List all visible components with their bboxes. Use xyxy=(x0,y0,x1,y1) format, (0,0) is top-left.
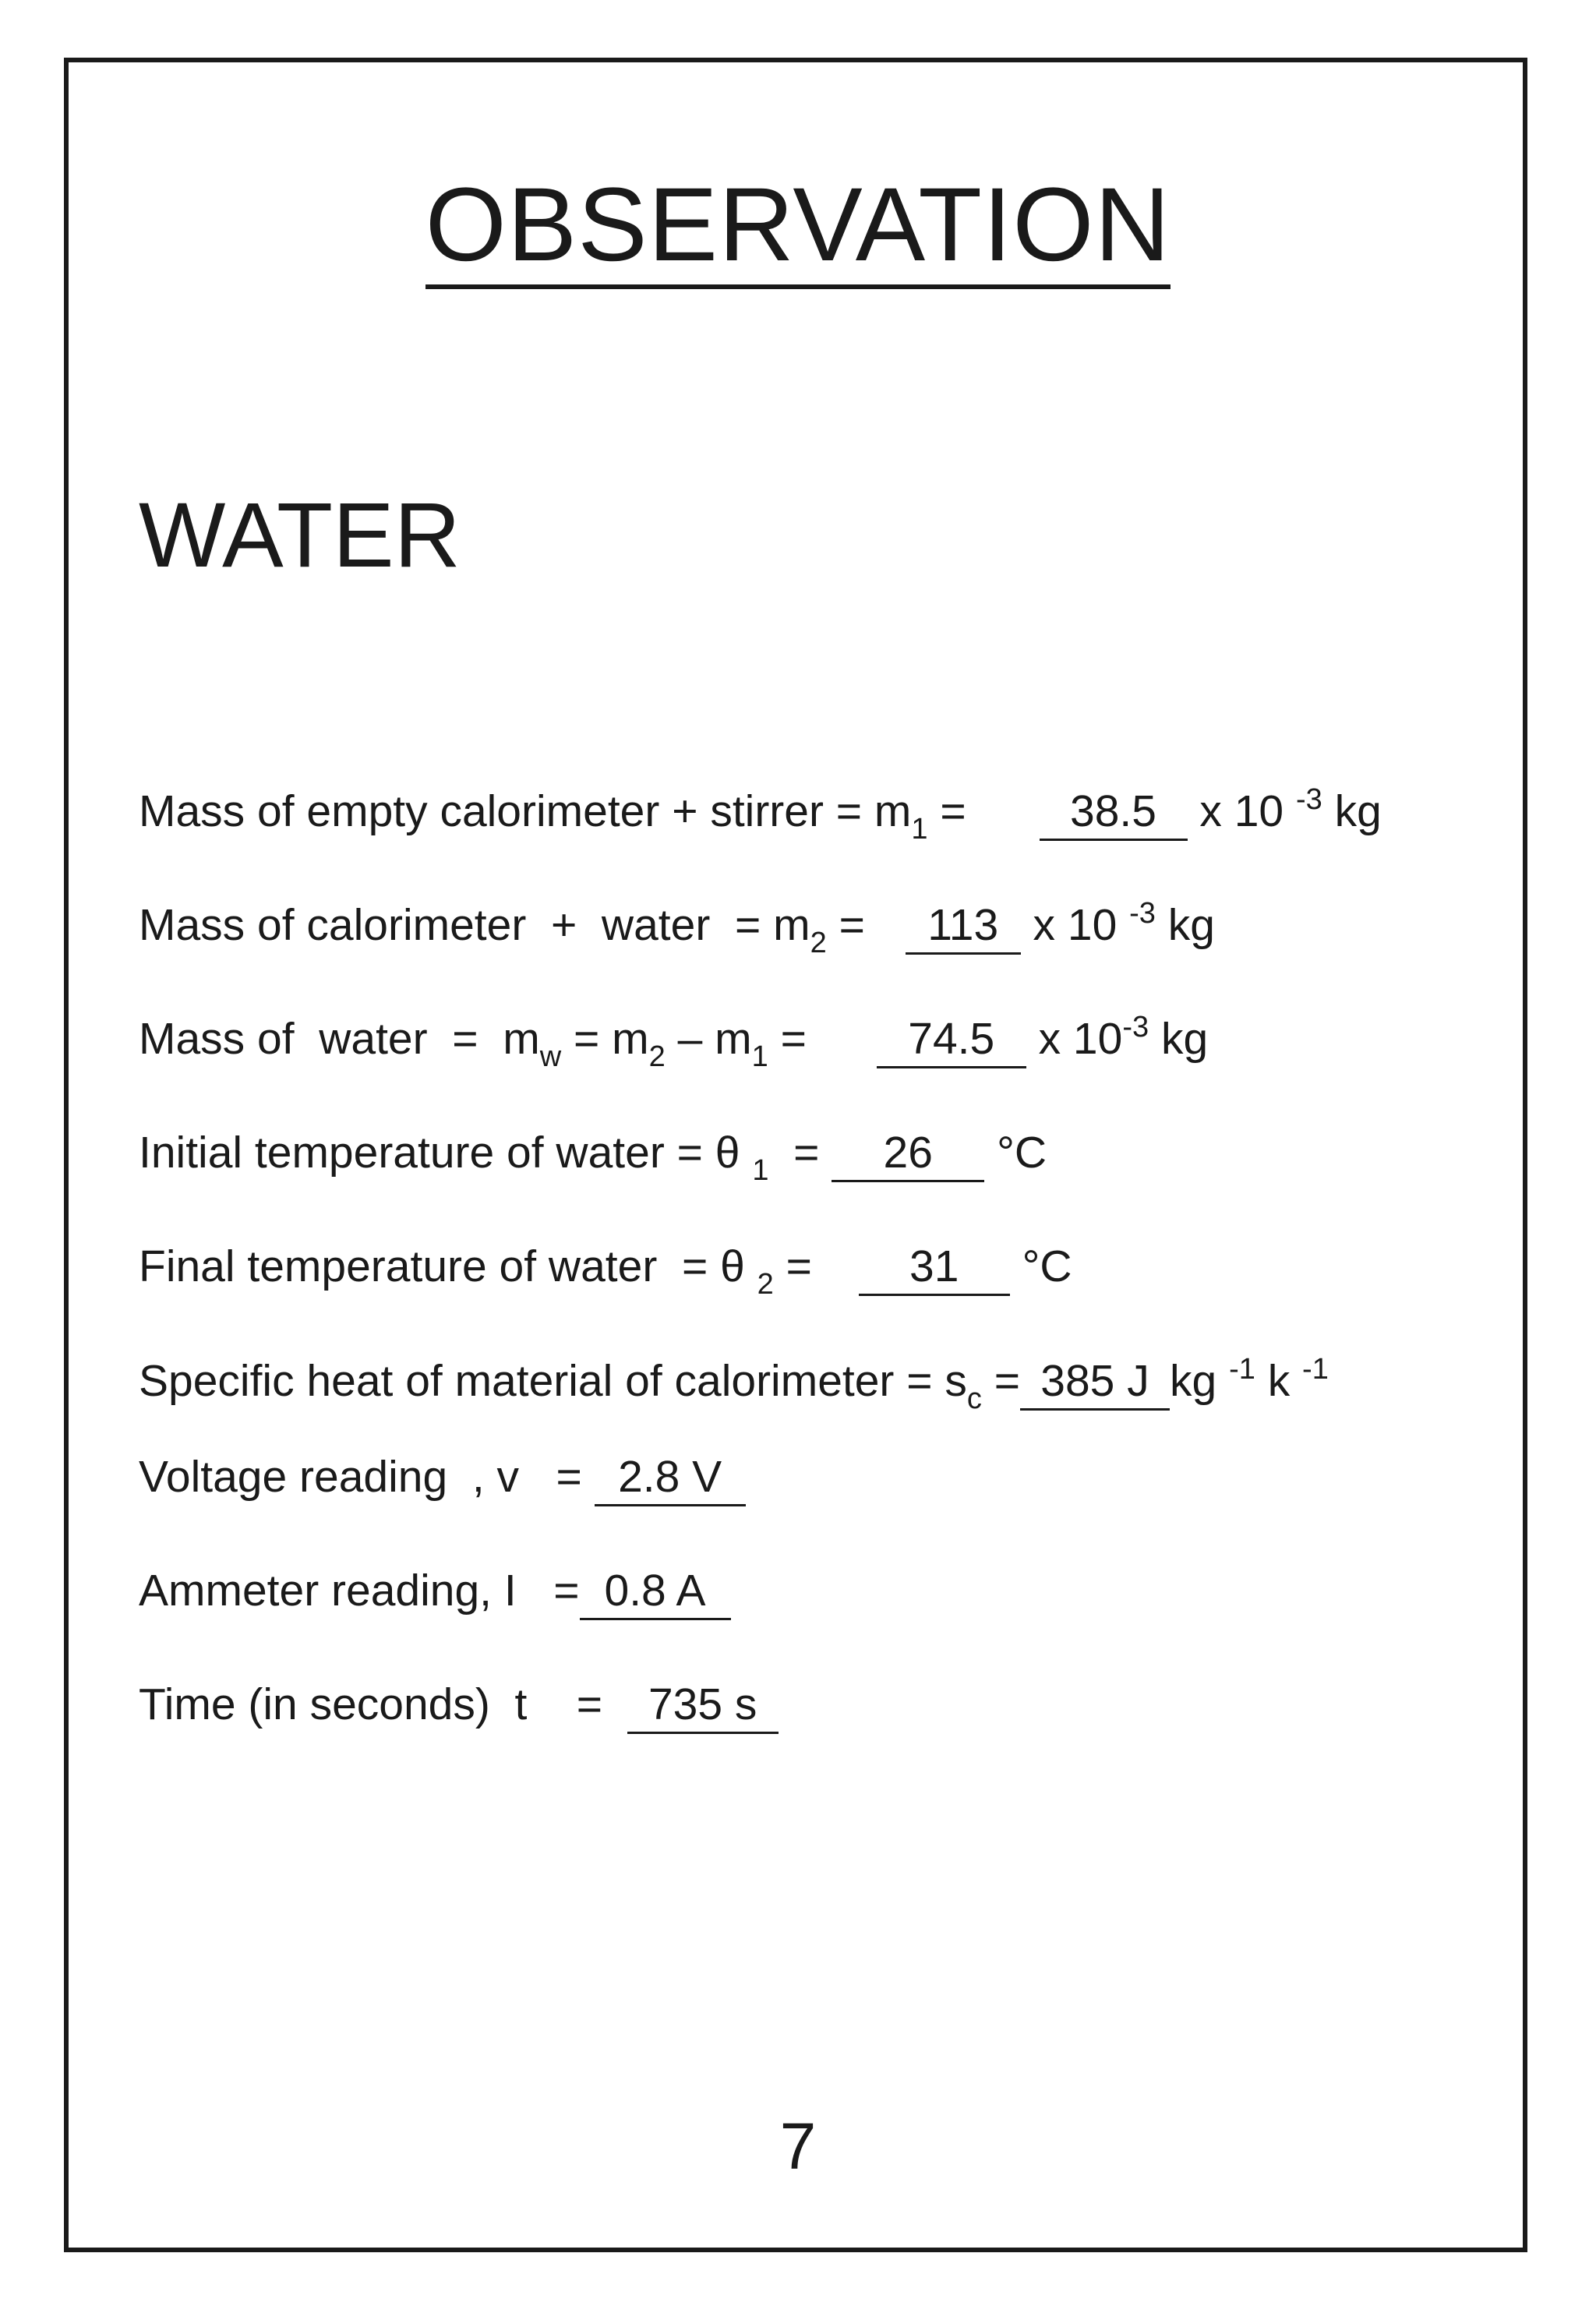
equation-part: = m xyxy=(561,1014,649,1064)
value-theta1: 26 xyxy=(832,1131,984,1182)
subscript: 1 xyxy=(752,1154,769,1187)
unit-exponent: -1 xyxy=(1302,1353,1329,1386)
equals-sign: = xyxy=(768,1128,832,1178)
row-time xyxy=(139,1679,779,1734)
row-label: Specific heat of material of calorimeter = s xyxy=(139,1356,967,1406)
page-number: 7 xyxy=(779,2110,817,2183)
row-label: Mass of empty calorimeter + stirrer = m xyxy=(139,786,912,836)
row-mass-calorimeter-water xyxy=(139,897,1215,959)
unit-exponent: -3 xyxy=(1129,897,1156,930)
unit-suffix: kg xyxy=(1155,900,1215,950)
equals-sign: = xyxy=(981,1356,1021,1406)
row-voltage-reading xyxy=(139,1452,746,1506)
row-label: Initial temperature of water = θ xyxy=(139,1128,753,1178)
row-mass-empty-calorimeter xyxy=(139,783,1382,846)
equals-sign: = xyxy=(768,1014,819,1064)
row-initial-temperature xyxy=(139,1128,1047,1187)
value-m1: 38.5 xyxy=(1040,789,1188,841)
unit-exponent: -3 xyxy=(1295,783,1322,816)
unit-k: k xyxy=(1255,1356,1303,1406)
unit-kg: kg xyxy=(1170,1356,1230,1406)
row-label: Final temperature of water = θ xyxy=(139,1241,757,1291)
equation-part: – m xyxy=(665,1014,752,1064)
unit: °C xyxy=(984,1128,1047,1178)
subscript: c xyxy=(966,1383,982,1415)
unit-prefix: x 10 xyxy=(1020,900,1130,950)
unit-suffix: kg xyxy=(1149,1014,1209,1064)
value-sc: 385 J xyxy=(1020,1359,1170,1411)
row-final-temperature xyxy=(139,1241,1072,1301)
row-label: Mass of calorimeter + water = m xyxy=(139,900,810,950)
unit: °C xyxy=(1009,1241,1072,1291)
row-mass-water xyxy=(139,1011,1209,1073)
unit-suffix: kg xyxy=(1322,786,1382,836)
page-title xyxy=(0,167,1596,283)
value-time: 735 s xyxy=(627,1683,779,1734)
unit-prefix: x 10 xyxy=(1187,786,1296,836)
unit-exponent: -1 xyxy=(1229,1353,1255,1386)
subscript: 2 xyxy=(757,1268,774,1301)
value-m2: 113 xyxy=(906,903,1021,955)
row-label: Ammeter reading, I = xyxy=(139,1566,580,1616)
row-label: Time (in seconds) t = xyxy=(139,1679,627,1729)
subscript: 2 xyxy=(810,927,827,959)
row-label: Mass of water = m xyxy=(139,1014,540,1064)
value-voltage: 2.8 V xyxy=(595,1455,746,1506)
unit-prefix: x 10 xyxy=(1026,1014,1123,1064)
subscript-1: 1 xyxy=(751,1040,768,1073)
value-mw: 74.5 xyxy=(877,1017,1026,1068)
value-ammeter: 0.8 A xyxy=(580,1569,731,1620)
subscript: 1 xyxy=(911,813,928,846)
page-title-text: OBSERVATION xyxy=(425,167,1171,289)
equals-sign: = xyxy=(826,900,877,950)
value-theta2: 31 xyxy=(859,1245,1010,1296)
section-title: WATER xyxy=(139,484,461,587)
row-specific-heat xyxy=(139,1353,1329,1415)
equals-sign: = xyxy=(773,1241,824,1291)
unit-exponent: -3 xyxy=(1122,1011,1149,1044)
subscript-2: 2 xyxy=(648,1040,666,1073)
row-label: Voltage reading , v = xyxy=(139,1452,595,1502)
row-ammeter-reading xyxy=(139,1566,731,1620)
subscript-w: w xyxy=(539,1040,562,1073)
equals-sign: = xyxy=(927,786,979,836)
